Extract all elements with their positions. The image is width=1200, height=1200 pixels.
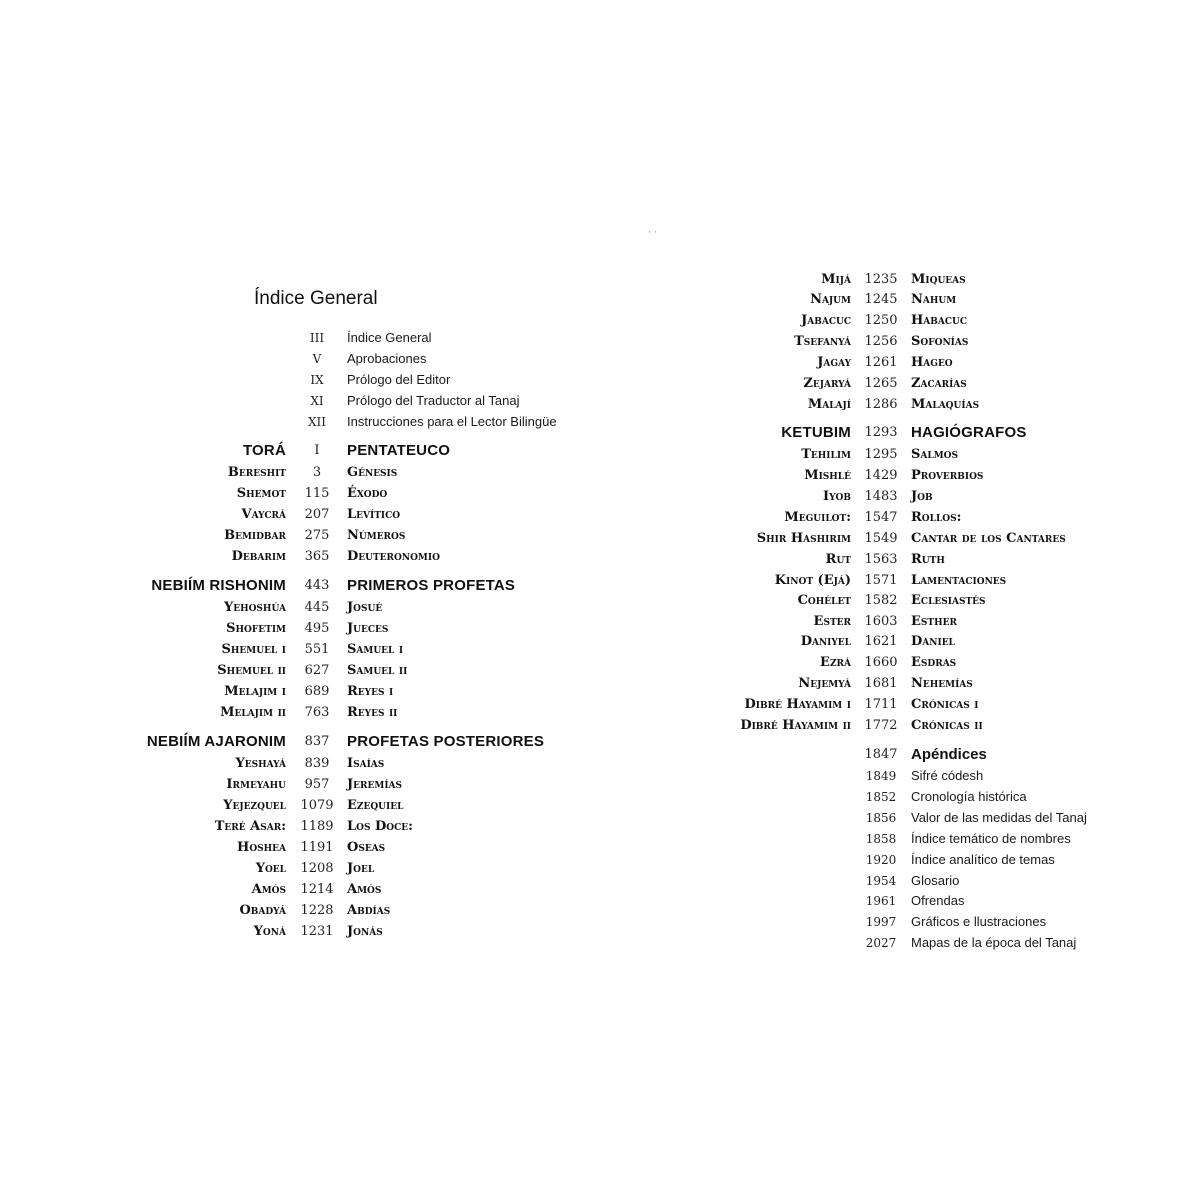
spanish-name: Esdras: [911, 655, 957, 670]
page-number: XII: [307, 415, 327, 429]
spanish-name: Jeremías: [347, 777, 403, 792]
hebrew-name: Cohélet: [797, 593, 851, 608]
toc-entry: [0, 933, 1200, 953]
spanish-name: Rollos:: [911, 510, 962, 525]
toc-entry: [0, 591, 1200, 611]
page-number: 1483: [864, 489, 898, 504]
spanish-name: Lamentaciones: [911, 573, 1007, 588]
hebrew-name: Dibré Hayamim i: [744, 697, 851, 712]
hebrew-name: Daniyel: [800, 634, 851, 649]
page-number: 443: [304, 578, 330, 593]
toc-entry: [0, 612, 1200, 632]
page-number: 1261: [864, 355, 898, 370]
hebrew-name: Teré Asar:: [214, 819, 286, 834]
page-number: 689: [304, 684, 330, 699]
hebrew-name: Hoshea: [237, 840, 286, 855]
spanish-name: Valor de las medidas del Tanaj: [911, 810, 1087, 825]
page-number: 275: [304, 528, 330, 543]
hebrew-name: Yoel: [255, 861, 286, 876]
spanish-name: Hageo: [911, 355, 953, 370]
toc-entry: [0, 808, 1200, 828]
hebrew-name: Jabacuc: [801, 313, 851, 328]
spanish-name: Instrucciones para el Lector Bilingüe: [347, 414, 557, 429]
page-number: 1681: [864, 676, 898, 691]
toc-entry: [0, 850, 1200, 870]
spanish-name: PRIMEROS PROFETAS: [347, 577, 516, 594]
page-number: 2027: [865, 936, 897, 950]
spanish-name: Mapas de la época del Tanaj: [911, 935, 1077, 950]
page-number: IX: [310, 373, 324, 387]
page-number: 1250: [864, 313, 898, 328]
spanish-name: Éxodo: [347, 486, 388, 501]
toc-entry: [0, 891, 1200, 911]
page-number: 1920: [865, 853, 897, 867]
spanish-name: Apéndices: [911, 746, 987, 763]
hebrew-name: Dibré Hayamim ii: [740, 718, 851, 733]
spanish-name: Abdías: [347, 903, 391, 918]
spanish-name: Deuteronomio: [347, 549, 440, 564]
spanish-name: Isaías: [347, 756, 385, 771]
spanish-name: Oseas: [347, 840, 386, 855]
spanish-name: Daniel: [911, 634, 955, 649]
hebrew-name: Jagay: [817, 355, 851, 370]
hebrew-name: NEBIÍM AJARONIM: [146, 733, 286, 750]
page-mark: · ·: [648, 228, 657, 238]
spanish-name: Jonás: [347, 924, 383, 939]
hebrew-name: Najum: [810, 292, 851, 307]
toc-entry: [0, 395, 1200, 415]
spanish-name: Habacuc: [911, 313, 968, 328]
page-number: 1571: [864, 573, 898, 588]
page-number: 1293: [864, 425, 898, 440]
spanish-name: Levítico: [347, 507, 401, 522]
spanish-name: Nehemías: [911, 676, 973, 691]
page-number: 1235: [864, 272, 898, 287]
spanish-name: Josué: [347, 600, 383, 615]
toc-entry: [0, 766, 1200, 786]
page-number: 1295: [864, 447, 898, 462]
hebrew-name: Malají: [807, 397, 851, 412]
hebrew-name: Obadyá: [239, 903, 286, 918]
hebrew-name: Debarim: [231, 549, 286, 564]
page-number: I: [314, 443, 320, 458]
hebrew-name: Yejezquel: [223, 798, 286, 813]
spanish-name: HAGIÓGRAFOS: [911, 424, 1027, 441]
page-number: 1079: [300, 798, 334, 813]
hebrew-name: Vaycrá: [241, 507, 286, 522]
spanish-name: Índice General: [347, 330, 432, 345]
hebrew-name: Ezrá: [820, 655, 851, 670]
page-number: V: [312, 352, 322, 366]
hebrew-name: Tehilim: [801, 447, 851, 462]
hebrew-name: Ester: [813, 614, 851, 629]
spanish-name: Aprobaciones: [347, 351, 427, 366]
page-number: 1711: [864, 697, 898, 712]
page-number: 495: [304, 621, 330, 636]
hebrew-name: TORÁ: [242, 442, 286, 459]
toc-entry: [0, 445, 1200, 465]
toc-entry: [0, 674, 1200, 694]
spanish-name: Miqueas: [911, 272, 966, 287]
page-number: 1245: [864, 292, 898, 307]
spanish-name: Prólogo del Editor: [347, 372, 451, 387]
hebrew-name: Meguilot:: [784, 510, 851, 525]
toc-entry: [0, 695, 1200, 715]
spanish-name: Números: [347, 528, 406, 543]
spanish-name: Los Doce:: [347, 819, 413, 834]
page-number: 1954: [865, 874, 897, 888]
page-number: 1856: [865, 811, 897, 825]
toc-entry: [0, 745, 1200, 765]
page-number: 1997: [865, 915, 897, 929]
hebrew-name: Shofetim: [226, 621, 286, 636]
toc-entry: [0, 716, 1200, 736]
hebrew-name: Shemuel ii: [217, 663, 286, 678]
toc-entry: [0, 508, 1200, 528]
toc-entry: [0, 466, 1200, 486]
hebrew-name: Bemidbar: [224, 528, 286, 543]
hebrew-name: Shir Hashirim: [756, 531, 851, 546]
page-number: 1231: [300, 924, 334, 939]
hebrew-name: Rut: [825, 552, 851, 567]
spanish-name: Ofrendas: [911, 893, 965, 908]
spanish-name: Joel: [347, 861, 375, 876]
hebrew-name: Iyob: [823, 489, 851, 504]
spanish-name: Génesis: [347, 465, 398, 480]
page-number: 1660: [864, 655, 898, 670]
page-number: 1852: [865, 790, 897, 804]
hebrew-name: Mijá: [821, 272, 851, 287]
page-number: 1621: [864, 634, 898, 649]
page-number: 1961: [865, 894, 897, 908]
page-number: III: [309, 331, 325, 345]
spanish-name: Crónicas ii: [911, 718, 983, 733]
page-number: 627: [304, 663, 330, 678]
spanish-name: Prólogo del Traductor al Tanaj: [347, 393, 520, 408]
page-title: Índice General: [254, 288, 378, 309]
hebrew-name: Yeshayá: [235, 756, 286, 771]
page-number: XI: [310, 394, 324, 408]
spanish-name: Proverbios: [911, 468, 984, 483]
page-number: 763: [304, 705, 330, 720]
spanish-name: Reyes i: [347, 684, 394, 699]
page-number: 1603: [864, 614, 898, 629]
hebrew-name: KETUBIM: [781, 424, 851, 441]
page-number: 1208: [300, 861, 334, 876]
page-number: 1772: [864, 718, 898, 733]
toc-entry: [0, 871, 1200, 891]
spanish-name: Índice temático de nombres: [911, 831, 1071, 846]
spanish-name: Zacarías: [911, 376, 967, 391]
page-number: 1858: [865, 832, 897, 846]
hebrew-name: Shemuel i: [221, 642, 286, 657]
spanish-name: Gráficos e llustraciones: [911, 914, 1047, 929]
page-number: 3: [312, 465, 322, 480]
page-number: 1214: [300, 882, 334, 897]
page-number: 1429: [864, 468, 898, 483]
page-number: 1563: [864, 552, 898, 567]
page-number: 1256: [864, 334, 898, 349]
toc-entry: [0, 270, 1200, 290]
spanish-name: Salmos: [911, 447, 959, 462]
spanish-name: PENTATEUCO: [347, 442, 451, 459]
section-row: [0, 423, 1200, 443]
page-number: 1189: [300, 819, 334, 834]
page-number: 1265: [864, 376, 898, 391]
spanish-name: Samuel i: [347, 642, 404, 657]
page-number: 1286: [864, 397, 898, 412]
spanish-name: Job: [911, 489, 933, 504]
spanish-name: Malaquías: [911, 397, 980, 412]
toc-entry: [0, 374, 1200, 394]
hebrew-name: Yoná: [253, 924, 286, 939]
toc-entry: [0, 311, 1200, 331]
page-number: 551: [304, 642, 330, 657]
spanish-name: Samuel ii: [347, 663, 408, 678]
spanish-name: Índice analítico de temas: [911, 852, 1055, 867]
hebrew-name: Irmeyahu: [226, 777, 286, 792]
spanish-name: Ezequiel: [347, 798, 404, 813]
hebrew-name: Kinot (Ejá): [774, 573, 851, 588]
spanish-name: Jueces: [347, 621, 389, 636]
page-number: 839: [304, 756, 330, 771]
page-number: 1547: [864, 510, 898, 525]
spanish-name: Cantar de los Cantares: [911, 531, 1066, 546]
hebrew-name: Mishlé: [804, 468, 851, 483]
toc-entry: [0, 550, 1200, 570]
spanish-name: Nahum: [911, 292, 957, 307]
page-number: 837: [304, 734, 330, 749]
hebrew-name: Yehoshúa: [223, 600, 286, 615]
page-number: 115: [304, 486, 330, 501]
spanish-name: Amós: [347, 882, 382, 897]
toc-entry: [0, 529, 1200, 549]
toc-entry: [0, 632, 1200, 652]
toc-entry: [0, 912, 1200, 932]
hebrew-name: Nejemyá: [798, 676, 851, 691]
page-number: 1849: [865, 769, 897, 783]
toc-entry: [0, 653, 1200, 673]
toc-entry: [0, 829, 1200, 849]
page-number: 445: [304, 600, 330, 615]
page-number: 365: [304, 549, 330, 564]
toc-entry: [0, 332, 1200, 352]
page-number: 957: [304, 777, 330, 792]
toc-entry: [0, 487, 1200, 507]
hebrew-name: Shemot: [236, 486, 286, 501]
page-number: 1191: [300, 840, 334, 855]
spanish-name: Glosario: [911, 873, 960, 888]
hebrew-name: NEBIÍM RISHONIM: [151, 577, 286, 594]
spanish-name: Ruth: [911, 552, 945, 567]
spanish-name: Sifré códesh: [911, 768, 984, 783]
page-number: 1847: [864, 747, 898, 762]
page-number: 207: [304, 507, 330, 522]
spanish-name: PROFETAS POSTERIORES: [347, 733, 545, 750]
hebrew-name: Melajim i: [224, 684, 286, 699]
spanish-name: Crónicas i: [911, 697, 979, 712]
toc-entry: [0, 353, 1200, 373]
hebrew-name: Melajim ii: [220, 705, 286, 720]
spanish-name: Sofonías: [911, 334, 969, 349]
spanish-name: Cronología histórica: [911, 789, 1027, 804]
toc-entry: [0, 290, 1200, 310]
toc-entry: [0, 787, 1200, 807]
spanish-name: Eclesiastés: [911, 593, 986, 608]
toc-entry: [0, 571, 1200, 591]
page-number: 1549: [864, 531, 898, 546]
page-number: 1228: [300, 903, 334, 918]
spanish-name: Esther: [911, 614, 957, 629]
hebrew-name: Zejaryá: [803, 376, 851, 391]
hebrew-name: Tsefanyá: [794, 334, 851, 349]
hebrew-name: Amós: [251, 882, 286, 897]
hebrew-name: Bereshit: [227, 465, 286, 480]
page-number: 1582: [864, 593, 898, 608]
spanish-name: Reyes ii: [347, 705, 398, 720]
